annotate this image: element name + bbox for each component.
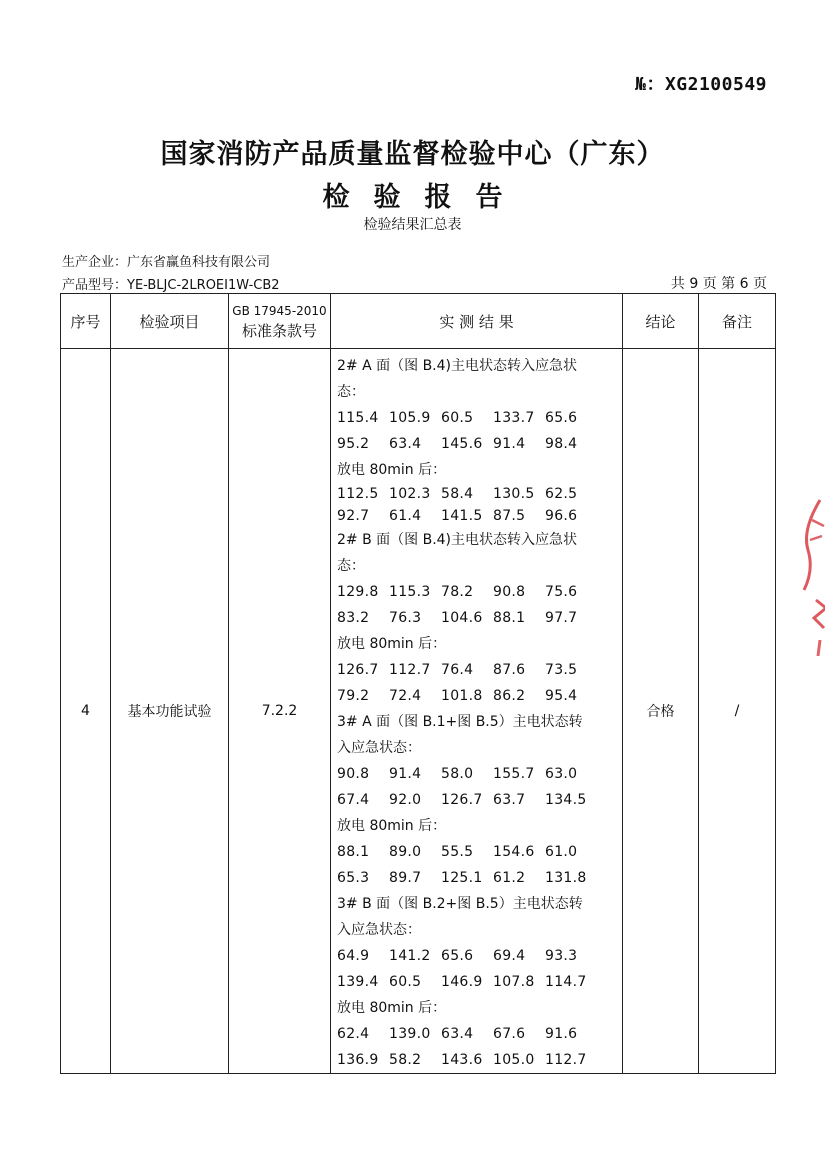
value: 89.0: [389, 844, 422, 860]
value: 115.4: [337, 410, 379, 426]
cell-clause: 7.2.2: [229, 349, 331, 1074]
result-label: 态：: [337, 558, 365, 574]
value: 64.9: [337, 948, 370, 964]
values-row: [337, 839, 622, 865]
value: 115.3: [389, 584, 431, 600]
value: 96.6: [545, 508, 578, 524]
value: 104.6: [441, 610, 483, 626]
header-remark: 备注: [699, 294, 776, 349]
value: 102.3: [389, 486, 431, 502]
model-line: 产品型号：YE-BLJC-2LROEⅠ1W-CB2: [62, 278, 280, 293]
cell-results: [331, 349, 623, 1074]
report-number: №：XG2100549: [635, 74, 767, 95]
values-row: [337, 761, 622, 787]
value: 146.9: [441, 974, 483, 990]
value: 58.0: [441, 766, 474, 782]
result-label: 放电 80min 后：: [337, 1000, 447, 1016]
value: 95.4: [545, 688, 578, 704]
value: 101.8: [441, 688, 483, 704]
value: 141.2: [389, 948, 431, 964]
result-label: 3# B 面（图 B.2+图 B.5）主电状态转: [337, 896, 583, 912]
value: 58.2: [389, 1052, 422, 1068]
result-label: 放电 80min 后：: [337, 462, 447, 478]
value: 88.1: [493, 610, 526, 626]
value: 83.2: [337, 610, 370, 626]
values-row: [337, 1047, 622, 1073]
value: 91.6: [545, 1026, 578, 1042]
value: 62.4: [337, 1026, 370, 1042]
values-row: [337, 969, 622, 995]
result-label: 3# A 面（图 B.1+图 B.5）主电状态转: [337, 714, 583, 730]
value: 79.2: [337, 688, 370, 704]
value: 145.6: [441, 436, 483, 452]
values-row: [337, 483, 622, 505]
value: 154.6: [493, 844, 535, 860]
value: 91.4: [389, 766, 422, 782]
value: 78.2: [441, 584, 474, 600]
value: 61.4: [389, 508, 422, 524]
value: 75.6: [545, 584, 578, 600]
header-conclusion: 结论: [623, 294, 699, 349]
manufacturer-line: 生产企业：广东省赢鱼科技有限公司: [62, 255, 271, 270]
value: 65.6: [441, 948, 474, 964]
value: 89.7: [389, 870, 422, 886]
values-row: [337, 431, 622, 457]
cell-seq: 4: [61, 349, 111, 1074]
value: 130.5: [493, 486, 535, 502]
value: 87.5: [493, 508, 526, 524]
value: 141.5: [441, 508, 483, 524]
value: 63.4: [441, 1026, 474, 1042]
value: 131.8: [545, 870, 587, 886]
value: 62.5: [545, 486, 578, 502]
result-label: 2# B 面（图 B.4)主电状态转入应急状: [337, 532, 578, 548]
value: 63.7: [493, 792, 526, 808]
value: 93.3: [545, 948, 578, 964]
header-seq: 序号: [61, 294, 111, 349]
value: 63.0: [545, 766, 578, 782]
values-row: [337, 605, 622, 631]
seal-stamp-icon: [790, 490, 825, 660]
values-row: [337, 787, 622, 813]
value: 76.3: [389, 610, 422, 626]
value: 58.4: [441, 486, 474, 502]
value: 139.0: [389, 1026, 431, 1042]
value: 98.4: [545, 436, 578, 452]
cell-conclusion: 合格: [623, 349, 699, 1074]
value: 61.2: [493, 870, 526, 886]
organization-title: 国家消防产品质量监督检验中心（广东）: [160, 139, 665, 170]
values-row: [337, 865, 622, 891]
value: 69.4: [493, 948, 526, 964]
header-standard-clause: 标准条款号: [241, 322, 317, 340]
value: 90.8: [337, 766, 370, 782]
value: 60.5: [441, 410, 474, 426]
value: 67.4: [337, 792, 370, 808]
cell-remark: /: [699, 349, 776, 1074]
value: 112.7: [389, 662, 431, 678]
report-subtitle: 检验结果汇总表: [363, 217, 462, 233]
values-row: [337, 1021, 622, 1047]
result-label: 入应急状态：: [337, 740, 421, 756]
result-label: 放电 80min 后：: [337, 636, 447, 652]
value: 155.7: [493, 766, 535, 782]
values-row: [337, 579, 622, 605]
value: 139.4: [337, 974, 379, 990]
value: 86.2: [493, 688, 526, 704]
value: 87.6: [493, 662, 526, 678]
value: 63.4: [389, 436, 422, 452]
report-title: 检验报告: [322, 182, 527, 213]
value: 105.9: [389, 410, 431, 426]
value: 105.0: [493, 1052, 535, 1068]
table-row: [61, 349, 776, 1074]
value: 90.8: [493, 584, 526, 600]
table-header-row: [61, 294, 776, 349]
results-table: [60, 293, 776, 1074]
value: 60.5: [389, 974, 422, 990]
value: 126.7: [337, 662, 379, 678]
value: 91.4: [493, 436, 526, 452]
result-label: 态：: [337, 384, 365, 400]
value: 88.1: [337, 844, 370, 860]
value: 65.3: [337, 870, 370, 886]
value: 107.8: [493, 974, 535, 990]
values-row: [337, 683, 622, 709]
value: 136.9: [337, 1052, 379, 1068]
result-label: 入应急状态：: [337, 922, 421, 938]
values-row: [337, 943, 622, 969]
value: 126.7: [441, 792, 483, 808]
page-info: 共 9 页 第 6 页: [670, 276, 767, 292]
value: 76.4: [441, 662, 474, 678]
value: 67.6: [493, 1026, 526, 1042]
value: 112.5: [337, 486, 379, 502]
value: 114.7: [545, 974, 587, 990]
result-label: 2# A 面（图 B.4)主电状态转入应急状: [337, 358, 577, 374]
header-standard: [229, 294, 331, 349]
values-row: [337, 657, 622, 683]
value: 129.8: [337, 584, 379, 600]
value: 92.7: [337, 508, 370, 524]
cell-item: 基本功能试验: [111, 349, 229, 1074]
value: 65.6: [545, 410, 578, 426]
values-row: [337, 505, 622, 527]
value: 125.1: [441, 870, 483, 886]
value: 72.4: [389, 688, 422, 704]
value: 61.0: [545, 844, 578, 860]
value: 143.6: [441, 1052, 483, 1068]
value: 134.5: [545, 792, 587, 808]
header-results: 实 测 结 果: [331, 294, 623, 349]
value: 55.5: [441, 844, 474, 860]
values-row: [337, 405, 622, 431]
value: 97.7: [545, 610, 578, 626]
value: 112.7: [545, 1052, 587, 1068]
result-label: 放电 80min 后：: [337, 818, 447, 834]
value: 95.2: [337, 436, 370, 452]
value: 73.5: [545, 662, 578, 678]
header-item: 检验项目: [111, 294, 229, 349]
value: 92.0: [389, 792, 422, 808]
header-standard-code: GB 17945-2010: [232, 304, 327, 318]
value: 133.7: [493, 410, 535, 426]
